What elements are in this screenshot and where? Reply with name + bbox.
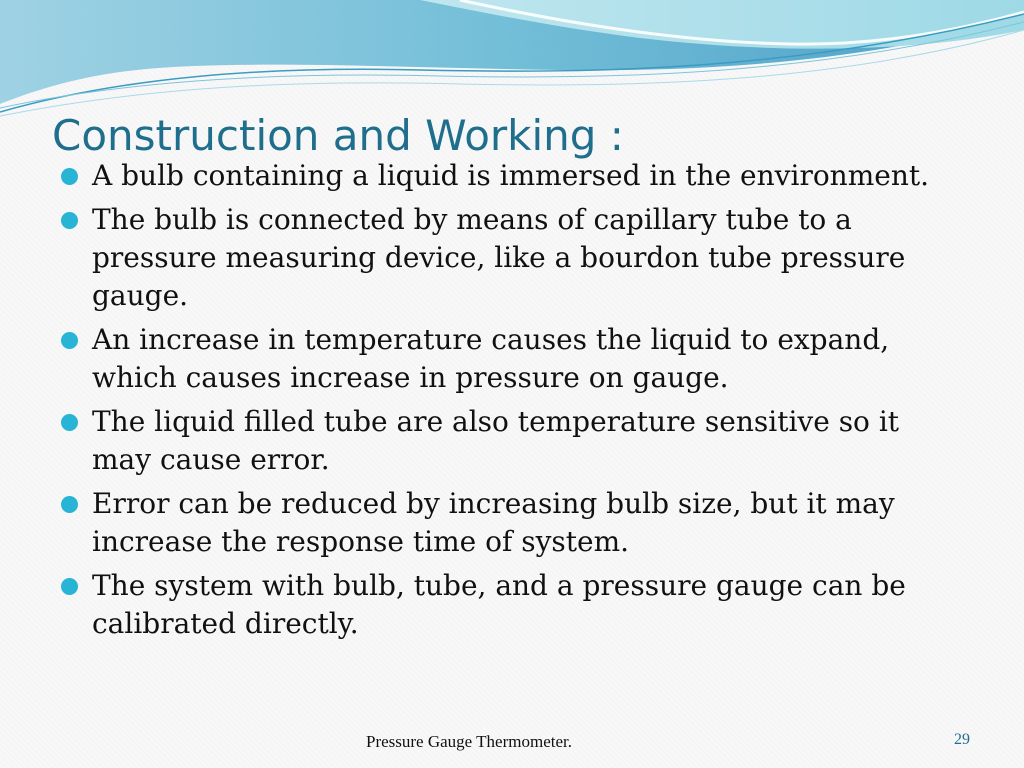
bullet-text: Error can be reduced by increasing bulb size, but it may increase the response time of system. (92, 487, 895, 558)
slide-title: Construction and Working : (52, 111, 624, 160)
page-number: 29 (954, 731, 970, 748)
bullet-item (58, 201, 958, 315)
bullet-dot-icon (61, 212, 78, 229)
bullet-text: The system with bulb, tube, and a pressure gauge can be calibrated directly. (92, 569, 906, 640)
bullet-item (58, 321, 958, 397)
bullet-dot-icon (61, 578, 78, 595)
bullet-dot-icon (61, 332, 78, 349)
bullet-text: The bulb is connected by means of capillary tube to a pressure measuring device, like a bourdon tube pressure gauge. (92, 203, 906, 312)
slide-footer: Pressure Gauge Thermometer. (366, 732, 572, 751)
bullet-list (58, 157, 958, 649)
bullet-dot-icon (61, 168, 78, 185)
bullet-item (58, 157, 958, 195)
bullet-text: An increase in temperature causes the liquid to expand, which causes increase in pressure on gauge. (92, 323, 890, 394)
bullet-text: The liquid filled tube are also temperature sensitive so it may cause error. (92, 405, 900, 476)
bullet-dot-icon (61, 496, 78, 513)
bullet-text: A bulb containing a liquid is immersed in the environment. (92, 159, 930, 192)
bullet-item (58, 403, 958, 479)
bullet-dot-icon (61, 414, 78, 431)
bullet-item (58, 485, 958, 561)
bullet-item (58, 567, 958, 643)
